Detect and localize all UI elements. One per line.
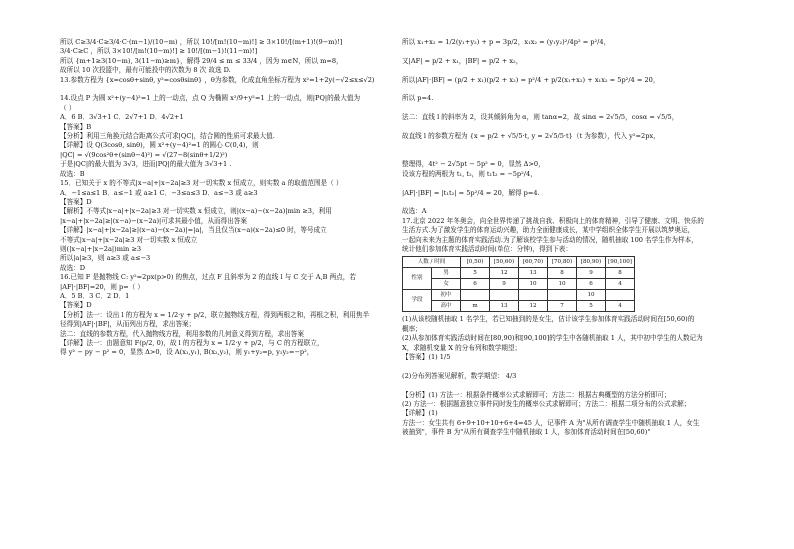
table-cell: 5 [577,301,606,312]
table-row [403,290,635,301]
left-line-28: 【答案】D [60,301,92,310]
table-cell: 10 [519,279,548,290]
right-after-line-9: (2) 方法一：根据题意独立事件同时发生的概率公式求解即可；方法二：根据二项分布的公式求解； [402,400,691,408]
survey-table [402,256,635,312]
right-text-bottom [402,315,738,437]
right-after-line-3: X，求随机变量 X 的分布列和数学期望； [402,343,522,352]
right-line-3 [402,66,738,75]
right-line-4: 所以|AF|·|BF| = (p/2 + x₁)(p/2 + x₂) = p²/4 + p/2(x₁+x₂) + x₁x₂ = 5p²/4 = 20， [402,75,660,84]
right-after-line-5 [402,362,738,371]
left-line-6: 14.设点 P 为圆 x²+(y−4)²=1 上的一动点，点 Q 为椭圆 x²/9+y²=1 上的一动点，则|PQ|的最大值为 [60,94,361,103]
right-line-14: 设该方程的两根为 t₁, t₂，则 t₁t₂ = −5p²/4， [402,169,537,178]
table-cell: 5 [461,268,490,279]
right-line-17 [402,198,738,207]
left-line-23: 所以|a|≥3，则 a≥3 或 a≤−3 [60,254,151,263]
table-header-cell: [60,70) [519,257,548,268]
left-line-26: |AF|·|BF|=20，则 p=（ ） [60,282,144,291]
table-cell: 9 [577,268,606,279]
right-after-line-8: 【分析】(1) 方法一：根据条件概率公式求解即可；方法二：根据古典概型的方法分析即可； [402,390,671,399]
right-after-line-11: 方法一：女生共有 6+9+10+10+6+4=45 人，记事件 A 为"从所有调查学生中随机抽取 1 人，女生 [402,418,700,427]
right-after-line-12: 被抽到"，事件 B 为"从所有调查学生中随机抽取 1 人，参加体育活动时间在[50,60)" [402,428,651,437]
left-line-0: 所以 C≥3/4·C≥3/4·C·(m−1)/(10−m) ，所以 10!/[m!(10−m)!] ≥ 3×10!/[(m+1)!(9−m)!] [60,38,343,46]
right-line-2: 又|AF| = p/2 + x₁，|BF| = p/2 + x₂， [402,56,523,65]
right-after-line-4: 【答案】(1) 1/5 [402,352,451,361]
left-line-13: 于是|QC|的最大值为 3√3，进而|PQ|的最大值为 3√3+1 . [60,160,232,169]
table-cell [461,290,490,301]
right-line-6: 所以 p=4. [402,94,434,103]
table-cell: 4 [606,301,635,312]
left-line-30: 径得到|AF|·|BF|，从而列出方程，求出答案； [60,320,196,329]
table-cell: 12 [519,301,548,312]
table-cell: 4 [606,279,635,290]
right-line-19: 17.北京 2022 年冬奥会，向全世界传递了挑战自我、积极向上的体育精神，引导了健康、文明、快乐的 [402,216,704,225]
table-row [403,268,635,279]
right-line-18: 故选：A [402,207,427,216]
right-after-line-0: (1)从该校随机抽取 1 名学生，若已知抽到的是女生，估计该学生参加体育实践活动时间在[50,60)的 [402,315,695,324]
left-line-16: A．−1≤a≤1 B．a≤−1 或 a≥1 C．−3≤a≤3 D．a≤−3 或 a≥3 [60,188,258,197]
right-after-line-10: 【详解】(1) [402,409,438,418]
table-cell: 6 [577,279,606,290]
right-after-line-2: (2)从参加体育实践活动时间在[80,90)和[90,100]的学生中各随机抽取 1 人，其中初中学生的人数记为 [402,334,703,343]
right-column [402,38,738,438]
left-line-10: 【分析】利用三角换元结合距离公式可求|QC|，结合圆的性质可求最大值. [60,132,275,141]
left-line-24: 故选：D [60,263,86,272]
table-cell: 8 [548,268,577,279]
right-line-15 [402,179,738,188]
left-line-22: 则(|x−a|+|x−2a|)min ≥3 [60,244,142,253]
left-line-15: 15．已知关于 x 的不等式|x−a|+|x−2a|≥3 对一切实数 x 恒成立，则实数 a 的取值范围是（ ） [60,179,343,188]
right-line-8: 法二：直线 l 的斜率为 2，设其倾斜角为 α，则 tanα=2，故 sinα = 2√5/5，cosα = √5/5， [402,113,679,122]
left-line-5 [60,85,396,94]
table-group-cell: 性别 [403,268,432,290]
table-cell: 7 [548,301,577,312]
table-cell: 10 [548,279,577,290]
table-cell: 9 [490,279,519,290]
table-cell: 8 [606,268,635,279]
left-line-31: 法二：直线的参数方程，代入抛物线方程，利用参数的几何意义得到方程，求出答案 [60,329,304,338]
table-cell: m [461,301,490,312]
table-cell: 13 [490,301,519,312]
left-line-20: 【详解】|x−a|+|x−2a|≥|(x−a)−(x−2a)|=|a|，当且仅当(x−a)(x−2a)≤0 时，等号成立 [60,226,327,235]
table-cell: 13 [519,268,548,279]
table-group-cell: 学段 [403,290,432,312]
right-line-11 [402,141,738,150]
right-line-0: 所以 x₁+x₂ = 1/2(y₁+y₂) + p = 3p/2，x₁x₂ = (y₁y₂)²/4p² = p²/4， [402,38,611,46]
left-line-9: 【答案】B [60,122,92,131]
table-header-cell: 人数 / 时间 [403,257,461,268]
right-after-line-7 [402,381,738,390]
right-line-21: 一起向未来为主题的体育实践活动.为了解该校学生参与活动的情况，随机抽取 100 名学生作为样本， [402,235,698,244]
right-line-7 [402,104,738,113]
table-header-cell: [0,50) [461,257,490,268]
left-line-18: 【解析】不等式|x−a|+|x−2a|≥3 对一切实数 x 恒成立，则|(x−a)−(x−2a)|min ≥3，利用 [60,207,332,216]
right-after-line-1: 概率； [402,324,422,333]
right-line-1 [402,47,738,56]
table-cell [548,290,577,301]
left-line-21: 不等式|x−a|+|x−2a|≥3 对一切实数 x 恒成立 [60,235,198,244]
table-row-label: 高中 [432,301,461,312]
left-line-27: A．5 B．3 C．2 D．1 [60,291,130,300]
right-line-22: 统计他们参加体育实践活动时间(单位：分钟)，得到下表： [402,244,572,253]
right-line-10: 故直线 l 的参数方程为 {x = p/2 + √5/5·t, y = 2√5/5·t}（t 为参数），代入 y²=2px， [402,132,660,141]
table-header-row [403,257,635,268]
table-row-label: 初中 [432,290,461,301]
table-row-label: 女 [432,279,461,290]
left-line-7: （ ） [60,103,76,112]
table-cell: 6 [461,279,490,290]
table-header-cell: [70,80) [548,257,577,268]
table-cell: 12 [490,268,519,279]
table-row [403,279,635,290]
right-line-9 [402,123,738,132]
table-header-cell: [90,100] [606,257,635,268]
right-line-20: 生活方式.为了激发学生的体育运动兴趣，助力全面健康成长，某中学组织全体学生开展以筑梦奥运， [402,226,695,235]
right-line-5 [402,85,738,94]
left-line-3: 故所以 10 次投篮中，最有可能投中的次数为 8 次 故选 D. [60,66,231,75]
left-line-14: 故选：B [60,169,85,178]
table-cell [519,290,548,301]
table-cell: 10 [577,290,606,301]
left-line-12: |QC| = √(9cos²θ+(sinθ−4)²) = √(27−8(sinθ+1/2)²) [60,150,228,159]
left-line-19: |x−a|+|x−2a|≥|(x−a)−(x−2a)|可求其最小值，从而得出答案 [60,216,248,225]
table-row-label: 男 [432,268,461,279]
right-line-13: 整理得，4t² − 2√5pt − 5p² = 0，显然 Δ>0， [402,160,545,169]
left-line-8: A．6 B．3√3+1 C．2√7+1 D．4√2+1 [60,113,184,122]
table-cell [606,290,635,301]
left-line-17: 【答案】D [60,197,92,206]
left-line-29: 【分析】法一：设出 l 的方程为 x = 1/2·y + p/2，联立抛物线方程，得到两根之和，再根之积，利用焦半 [60,310,370,319]
right-after-line-6: (2)分布列答案见解析，数学期望： 4/3 [402,371,517,380]
table-header-cell: [80,90) [577,257,606,268]
left-line-4: 13.参数方程为 {x=cosθ+sinθ, y²=cosθsinθ} ，θ为参数，化成直角坐标方程为 x²=1+2y(−√2≤x≤√2) [60,75,375,84]
left-line-33: 得 y² − py − p² = 0，显然 Δ>0，设 A(x₁,y₁), B(x₂,y₂)，则 y₁+y₂=p, y₁y₂=−p²， [60,348,314,357]
right-text-top [402,38,738,254]
table-row [403,301,635,312]
right-line-16: |AF|·|BF| = |t₁t₂| = 5p²/4 = 20，解得 p=4. [402,188,540,197]
left-line-11: 【详解】设 Q(3cosθ, sinθ)，圆 x²+(y−4)²=1 的圆心 C(0,4)，则 [60,141,259,150]
left-line-25: 16.已知 F 是抛物线 C: y²=2px(p>0) 的焦点，过点 F 且斜率为 2 的直线 l 与 C 交于 A,B 两点，若 [60,273,356,282]
left-line-32: 【详解】法一：由题意知 F(p/2, 0)，故 l 的方程为 x = 1/2·y + p/2，与 C 的方程联立， [60,339,324,347]
left-column [60,38,396,358]
left-line-2: 所以 {m+1≥3(10−m), 3(11−m)≥m}，解得 29/4 ≤ m ≤ 33/4 ，因为 m∈N，所以 m=8， [60,56,343,65]
table-header-cell: [50,60) [490,257,519,268]
right-line-12 [402,151,738,160]
table-cell [490,290,519,301]
left-line-1: 3/4·C≥C ，所以 3×10!/[m!(10−m)!] ≥ 10!/[(m−1)!(11−m)!] [60,47,258,56]
